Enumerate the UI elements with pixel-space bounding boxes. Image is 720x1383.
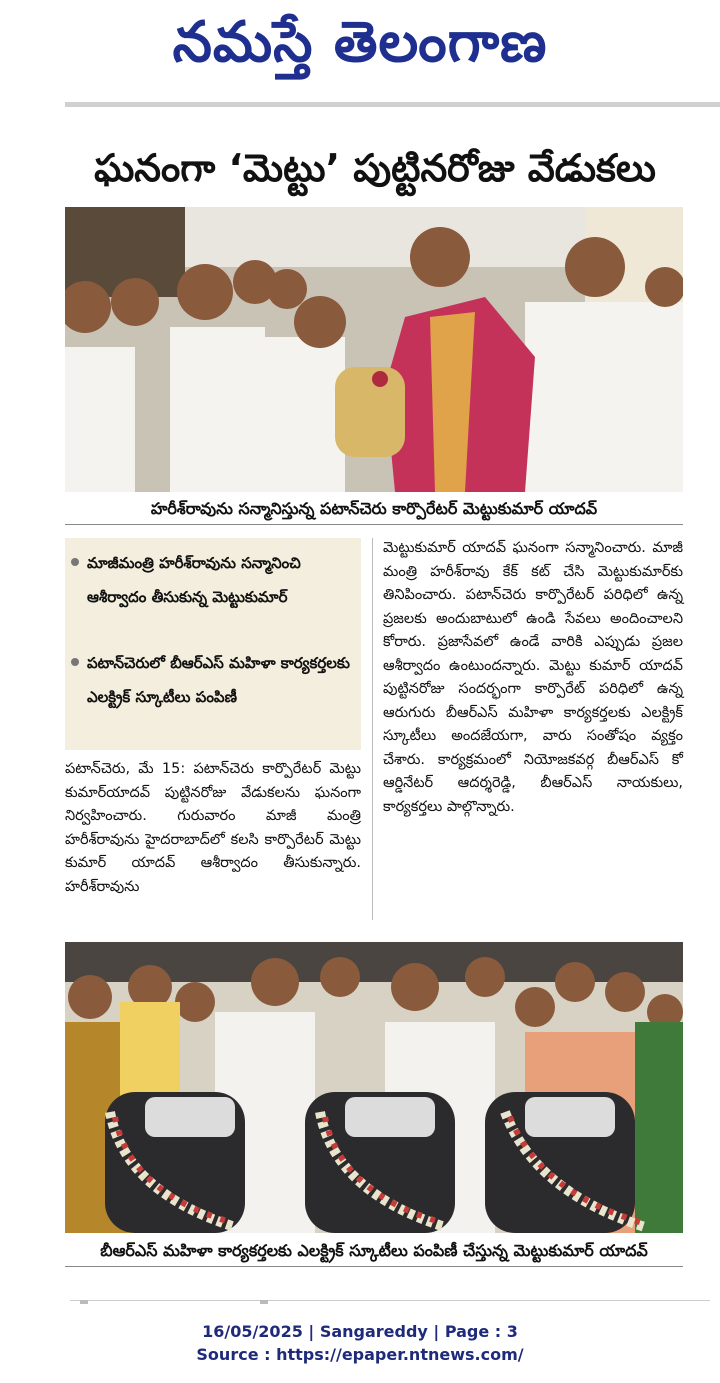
- article-body-left: పటాన్‌చెరు, మే 15: పటాన్‌చెరు కార్పొరేటర్ మెట్టు కుమార్‌యాదవ్ పుట్టినరోజు వేడుకలను ఘనంగా నిర్వహించారు. గురువారం మాజీ మంత్రి హరీశ్‌రావును హైదరాబాద్‌లో కలసి కార్పొరేటర్ మెట్టు కుమార్ యాదవ్ ఆశీర్వాదం తీసుకున్నారు. హరీశ్‌రావును: [65, 761, 361, 895]
- article-photo-2: [65, 942, 683, 1233]
- footer-date-edition: 16/05/2025 | Sangareddy | Page : 3: [202, 1322, 518, 1341]
- column-divider: [372, 538, 373, 920]
- masthead-divider: [65, 102, 720, 107]
- highlight-item: పటాన్‌చెరులో బీఆర్‌ఎస్ మహిళా కార్యకర్తలకు ఎలక్ట్రిక్ స్కూటీలు పంపిణీ: [87, 646, 357, 714]
- highlights-box: [65, 538, 361, 750]
- footer-divider: [70, 1300, 710, 1301]
- masthead: [0, 0, 720, 100]
- article-headline: ఘనంగా ‘మెట్టు’ పుట్టినరోజు వేడుకలు: [94, 146, 656, 190]
- separator-dot: [80, 1300, 88, 1304]
- caption-divider: [65, 524, 683, 525]
- caption-divider: [65, 1266, 683, 1267]
- bullet-icon: [71, 558, 79, 566]
- article-photo-1: [65, 207, 683, 492]
- photo-2-caption: బీఆర్‌ఎస్ మహిళా కార్యకర్తలకు ఎలక్ట్రిక్ స్కూటీలు పంపిణీ చేస్తున్న మెట్టుకుమార్ యాదవ్: [100, 1241, 648, 1260]
- separator-dot: [260, 1300, 268, 1304]
- article-body-right: మెట్టుకుమార్ యాదవ్ ఘనంగా సన్మానించారు. మాజీ మంత్రి హరీశ్‌రావు కేక్ కట్ చేసి మెట్టుకుమార్‌కు తినిపించారు. పటాన్‌చెరు కార్పొరేటర్ పరిధిలో ఉన్న ప్రజలకు అందుబాటులో ఉండి సేవలు అందించాలని కోరారు. ప్రజాసేవలో ఉండే వారికి ఎప్పుడు ప్రజల ఆశీర్వాదం ఉంటుందన్నారు. మెట్టు కుమార్ యాదవ్ పుట్టినరోజు సందర్భంగా కార్పొరేట్ పరిధిలో ఉన్న ఆరుగురు బీఆర్‌ఎస్ మహిళా కార్యకర్తలకు ఎలక్ట్రిక్ స్కూటీలు అందజేయగా, వారు సంతోషం వ్యక్తం చేశారు. కార్యక్రమంలో నియోజకవర్గ బీఆర్‌ఎస్ కో ఆర్డినేటర్ ఆదర్శరెడ్డి, బీఆర్‌ఎస్ నాయకులు, కార్యకర్తలు పాల్గొన్నారు.: [383, 540, 683, 815]
- bullet-icon: [71, 658, 79, 666]
- highlight-item: మాజీమంత్రి హరీశ్‌రావును సన్మానించి ఆశీర్వాదం తీసుకున్న మెట్టుకుమార్: [87, 546, 357, 614]
- newspaper-logo: నమస్తే తెలంగాణ: [172, 10, 548, 75]
- photo-1-caption: హరీశ్‌రావును సన్మానిస్తున్న పటాన్‌చెరు కార్పొరేటర్ మెట్టుకుమార్ యాదవ్: [150, 499, 598, 518]
- footer-source: Source : https://epaper.ntnews.com/: [196, 1345, 524, 1364]
